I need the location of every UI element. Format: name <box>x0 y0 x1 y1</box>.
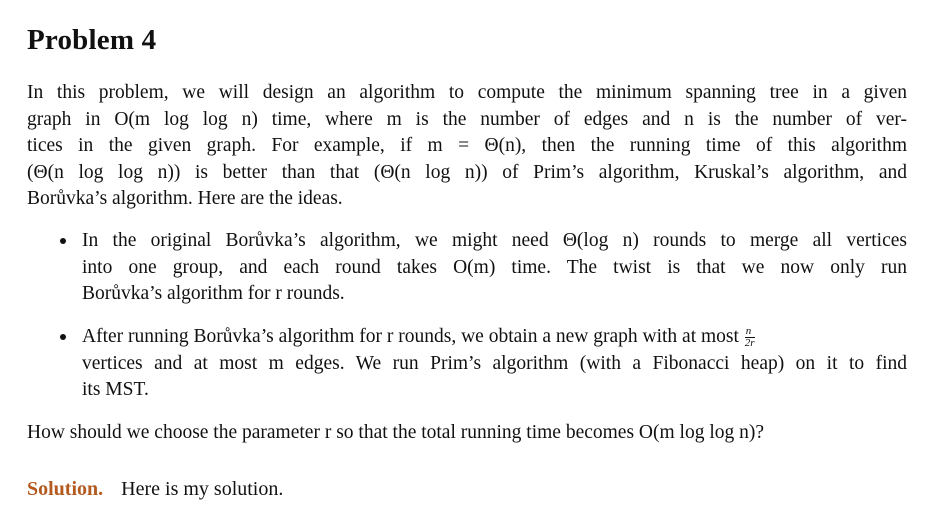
question-text: How should we choose the parameter r so that the total running time becomes O(m log log n)? <box>27 422 765 443</box>
bullet-line: its MST. <box>82 379 149 400</box>
solution-text: Here is my solution. <box>121 478 284 500</box>
bullet-line: In the original Borůvka’s algorithm, we might need Θ(log n) rounds to merge all vertices <box>82 230 907 251</box>
bullet-icon <box>60 238 66 244</box>
intro-line: Borůvka’s algorithm. Here are the ideas. <box>27 188 343 209</box>
bullet-line: vertices and at most m edges. We run Prim’s algorithm (with a Fibonacci heap) on it to find <box>82 352 907 374</box>
solution-line <box>27 478 283 501</box>
solution-label: Solution. <box>27 478 104 500</box>
bullet-line: into one group, and each round takes O(m) time. The twist is that we now only run <box>82 256 907 278</box>
bullet-line: After running Borůvka’s algorithm for r rounds, we obtain a new graph with at most $\frac{n}{2r}$ <box>82 325 755 350</box>
intro-paragraph <box>27 80 907 213</box>
intro-line: (Θ(n log log n)) is better than that (Θ(n log n)) of Prim’s algorithm, Kruskal’s algorithm, and <box>27 161 907 183</box>
intro-line: tices in the given graph. For example, if m = Θ(n), then the running time of this algorithm <box>27 135 907 156</box>
intro-line: In this problem, we will design an algorithm to compute the minimum spanning tree in a given <box>27 82 907 103</box>
bullet-icon <box>60 334 66 340</box>
intro-line: graph in O(m log log n) time, where m is the number of edges and n is the number of ver- <box>27 108 907 130</box>
problem-heading: Problem 4 <box>27 24 157 56</box>
bullet-line: Borůvka’s algorithm for r rounds. <box>82 283 345 304</box>
fraction: $\frac{n}{2r}$ <box>744 325 755 350</box>
